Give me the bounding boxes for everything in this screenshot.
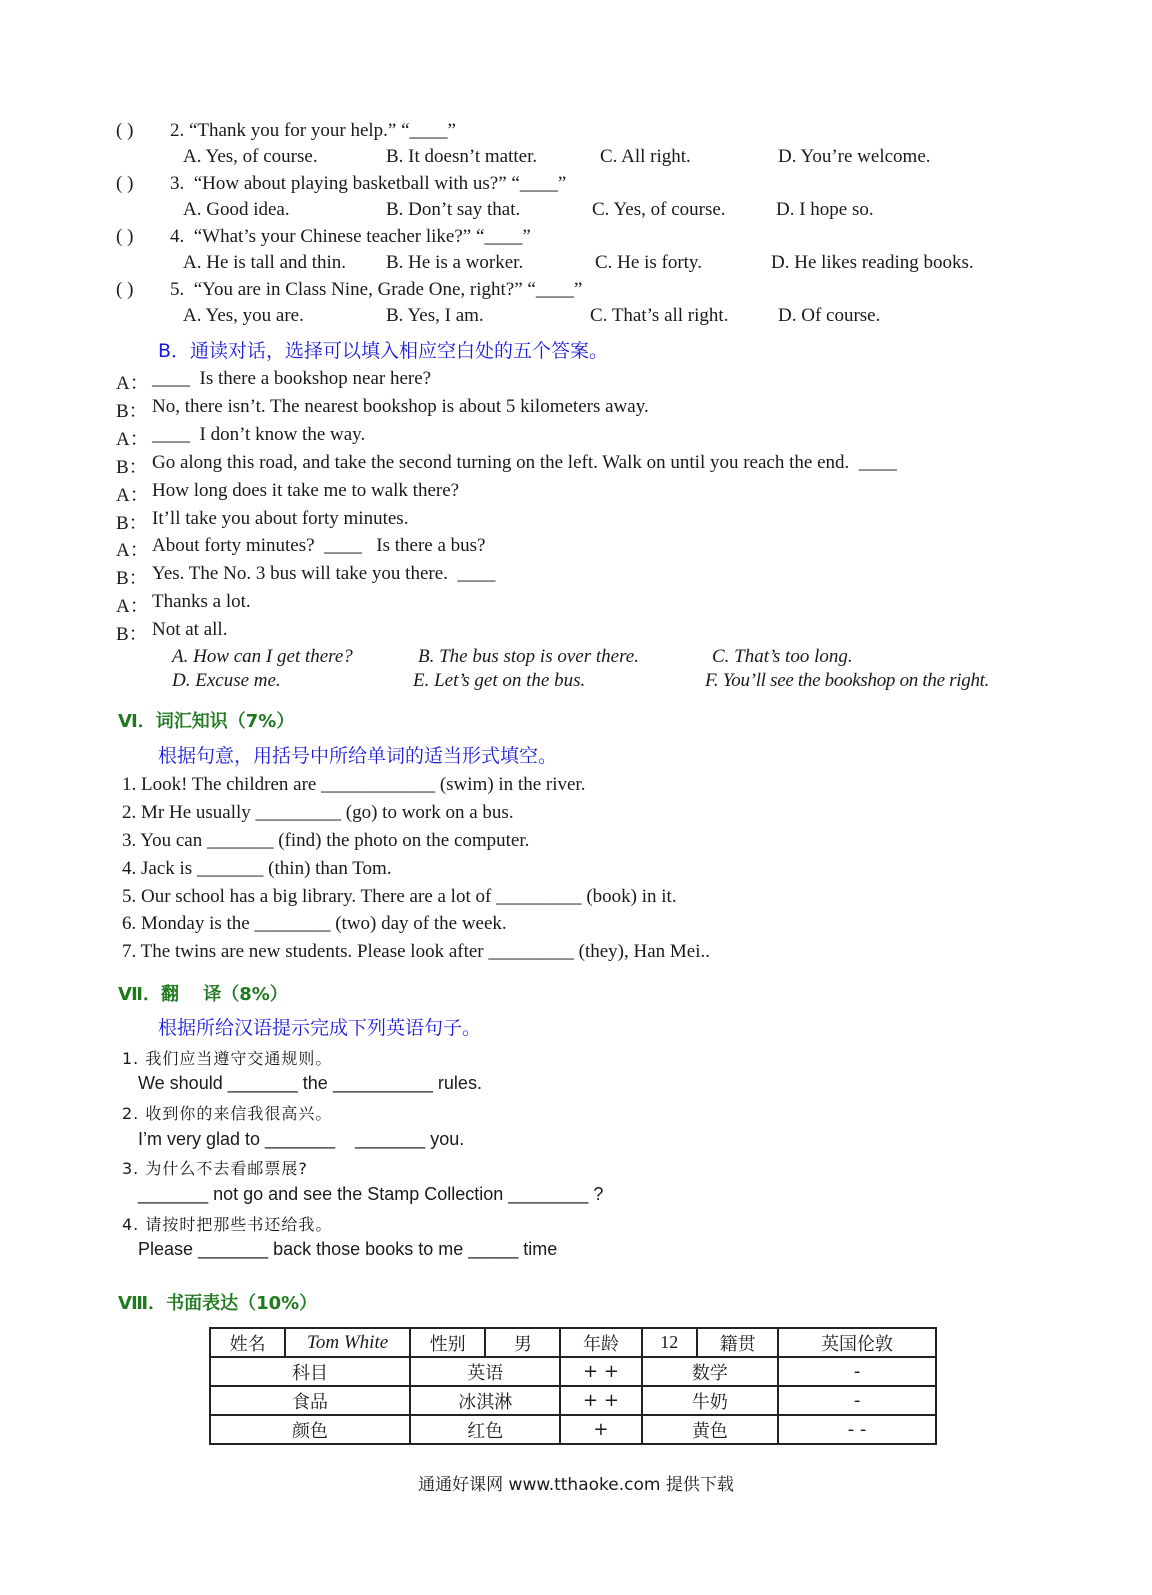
- table-row: [210, 1386, 936, 1415]
- option-a: A. Yes, of course.: [183, 146, 318, 167]
- answer-paren[interactable]: ( ): [116, 173, 134, 194]
- section-7-instruction: 根据所给汉语提示完成下列英语句子。: [158, 1017, 482, 1039]
- table-cell: 数学: [642, 1357, 779, 1386]
- option-d: D. Of course.: [778, 305, 881, 326]
- vocab-item: 3. You can _______ (find) the photo on the computer.: [122, 830, 530, 851]
- table-cell: 牛奶: [642, 1386, 779, 1415]
- option-b: B. It doesn’t matter.: [386, 146, 538, 167]
- option-a: A. Yes, you are.: [183, 305, 304, 326]
- translation-sentence: We should _______ the __________ rules.: [138, 1073, 482, 1093]
- dialogue-line: ____ Is there a bookshop near here?: [152, 368, 432, 389]
- dialogue-line: ____ I don’t know the way.: [152, 424, 366, 445]
- option-a: A. Good idea.: [183, 199, 290, 220]
- question-text: 5. “You are in Class Nine, Grade One, right?” “____”: [170, 279, 583, 300]
- table-row: [210, 1328, 936, 1357]
- dialogue-line: Yes. The No. 3 bus will take you there. ____: [152, 563, 496, 584]
- question-text: 4. “What’s your Chinese teacher like?” “____”: [170, 226, 531, 247]
- table-cell: + +: [560, 1357, 641, 1386]
- dialogue-line: How long does it take me to walk there?: [152, 480, 460, 501]
- table-cell: 黄色: [642, 1415, 779, 1444]
- table-cell: 籍贯: [697, 1328, 778, 1357]
- table-cell: -: [778, 1357, 936, 1386]
- answer-paren[interactable]: ( ): [116, 120, 134, 141]
- translation-prompt: 3. 为什么不去看邮票展?: [122, 1159, 308, 1178]
- option-c: C. Yes, of course.: [592, 199, 726, 220]
- table-cell: 年龄: [560, 1328, 641, 1357]
- table-cell: 颜色: [210, 1415, 410, 1444]
- table-cell: + +: [560, 1386, 641, 1415]
- vocab-item: 7. The twins are new students. Please look after _________ (they), Han Mei..: [122, 941, 710, 962]
- dialogue-line: It’ll take you about forty minutes.: [152, 508, 409, 529]
- section-6-instruction: 根据句意，用括号中所给单词的适当形式填空。: [158, 745, 558, 767]
- option-d: D. You’re welcome.: [778, 146, 931, 167]
- table-cell: 红色: [410, 1415, 560, 1444]
- choice-e: E. Let’s get on the bus.: [413, 670, 586, 691]
- option-a: A. He is tall and thin.: [183, 252, 347, 273]
- table-cell: 食品: [210, 1386, 410, 1415]
- vocab-item: 1. Look! The children are ____________ (swim) in the river.: [122, 774, 586, 795]
- option-b: B. Yes, I am.: [386, 305, 484, 326]
- dialogue-line: Not at all.: [152, 619, 228, 640]
- table-cell: 姓名: [210, 1328, 285, 1357]
- vocab-item: 5. Our school has a big library. There are a lot of _________ (book) in it.: [122, 886, 677, 907]
- dialogue-line: About forty minutes? ____ Is there a bus?: [152, 535, 486, 556]
- choice-f: F. You’ll see the bookshop on the right.: [705, 670, 990, 691]
- table-cell: 冰淇淋: [410, 1386, 560, 1415]
- section-6-title: Ⅵ．词汇知识（7%）: [118, 711, 295, 732]
- speaker: A：: [116, 596, 149, 617]
- answer-paren[interactable]: ( ): [116, 226, 134, 247]
- vocab-item: 2. Mr He usually _________ (go) to work on a bus.: [122, 802, 514, 823]
- table-cell: -: [778, 1386, 936, 1415]
- vocab-item: 4. Jack is _______ (thin) than Tom.: [122, 858, 392, 879]
- translation-sentence: _______ not go and see the Stamp Collection ________ ?: [138, 1184, 604, 1204]
- translation-sentence: I’m very glad to _______ _______ you.: [138, 1129, 465, 1149]
- option-c: C. All right.: [600, 146, 691, 167]
- choice-d: D. Excuse me.: [172, 670, 281, 691]
- option-b: B. Don’t say that.: [386, 199, 521, 220]
- choice-a: A. How can I get there?: [172, 646, 353, 667]
- table-cell: 男: [485, 1328, 560, 1357]
- choice-c: C. That’s too long.: [712, 646, 853, 667]
- translation-prompt: 2. 收到你的来信我很高兴。: [122, 1104, 333, 1123]
- choice-b: B. The bus stop is over there.: [418, 646, 639, 667]
- option-c: C. That’s all right.: [590, 305, 729, 326]
- vocab-item: 6. Monday is the ________ (two) day of the week.: [122, 913, 507, 934]
- option-d: D. I hope so.: [776, 199, 874, 220]
- answer-paren[interactable]: ( ): [116, 279, 134, 300]
- info-table: [209, 1327, 937, 1445]
- section-7-title: Ⅶ．翻 译（8%）: [118, 984, 288, 1005]
- page-footer: 通通好课网 www.tthaoke.com 提供下载: [418, 1475, 734, 1495]
- section-b-heading: B．通读对话，选择可以填入相应空白处的五个答案。: [158, 340, 609, 362]
- question-text: 2. “Thank you for your help.” “____”: [170, 120, 456, 141]
- speaker: A：: [116, 540, 149, 561]
- table-cell: 英语: [410, 1357, 560, 1386]
- table-cell: +: [560, 1415, 641, 1444]
- table-row: [210, 1357, 936, 1386]
- table-cell: Tom White: [285, 1328, 410, 1357]
- option-c: C. He is forty.: [595, 252, 702, 273]
- speaker: B：: [116, 624, 148, 645]
- translation-prompt: 4. 请按时把那些书还给我。: [122, 1215, 333, 1234]
- table-cell: 英国伦敦: [778, 1328, 936, 1357]
- option-d: D. He likes reading books.: [771, 252, 974, 273]
- speaker: B：: [116, 568, 148, 589]
- option-b: B. He is a worker.: [386, 252, 524, 273]
- section-8-title: Ⅷ．书面表达（10%）: [118, 1293, 318, 1314]
- question-text: 3. “How about playing basketball with us?” “____”: [170, 173, 567, 194]
- speaker: B：: [116, 401, 148, 422]
- translation-sentence: Please _______ back those books to me _____ time: [138, 1239, 558, 1259]
- speaker: A：: [116, 429, 149, 450]
- table-cell: 12: [642, 1328, 698, 1357]
- speaker: B：: [116, 457, 148, 478]
- table-cell: 性别: [410, 1328, 485, 1357]
- table-cell: 科目: [210, 1357, 410, 1386]
- dialogue-line: Go along this road, and take the second turning on the left. Walk on until you reach the end. ____: [152, 452, 897, 473]
- speaker: B：: [116, 513, 148, 534]
- speaker: A：: [116, 373, 149, 394]
- dialogue-line: Thanks a lot.: [152, 591, 251, 612]
- dialogue-line: No, there isn’t. The nearest bookshop is about 5 kilometers away.: [152, 396, 649, 417]
- speaker: A：: [116, 485, 149, 506]
- table-row: [210, 1415, 936, 1444]
- translation-prompt: 1. 我们应当遵守交通规则。: [122, 1049, 333, 1068]
- table-cell: - -: [778, 1415, 936, 1444]
